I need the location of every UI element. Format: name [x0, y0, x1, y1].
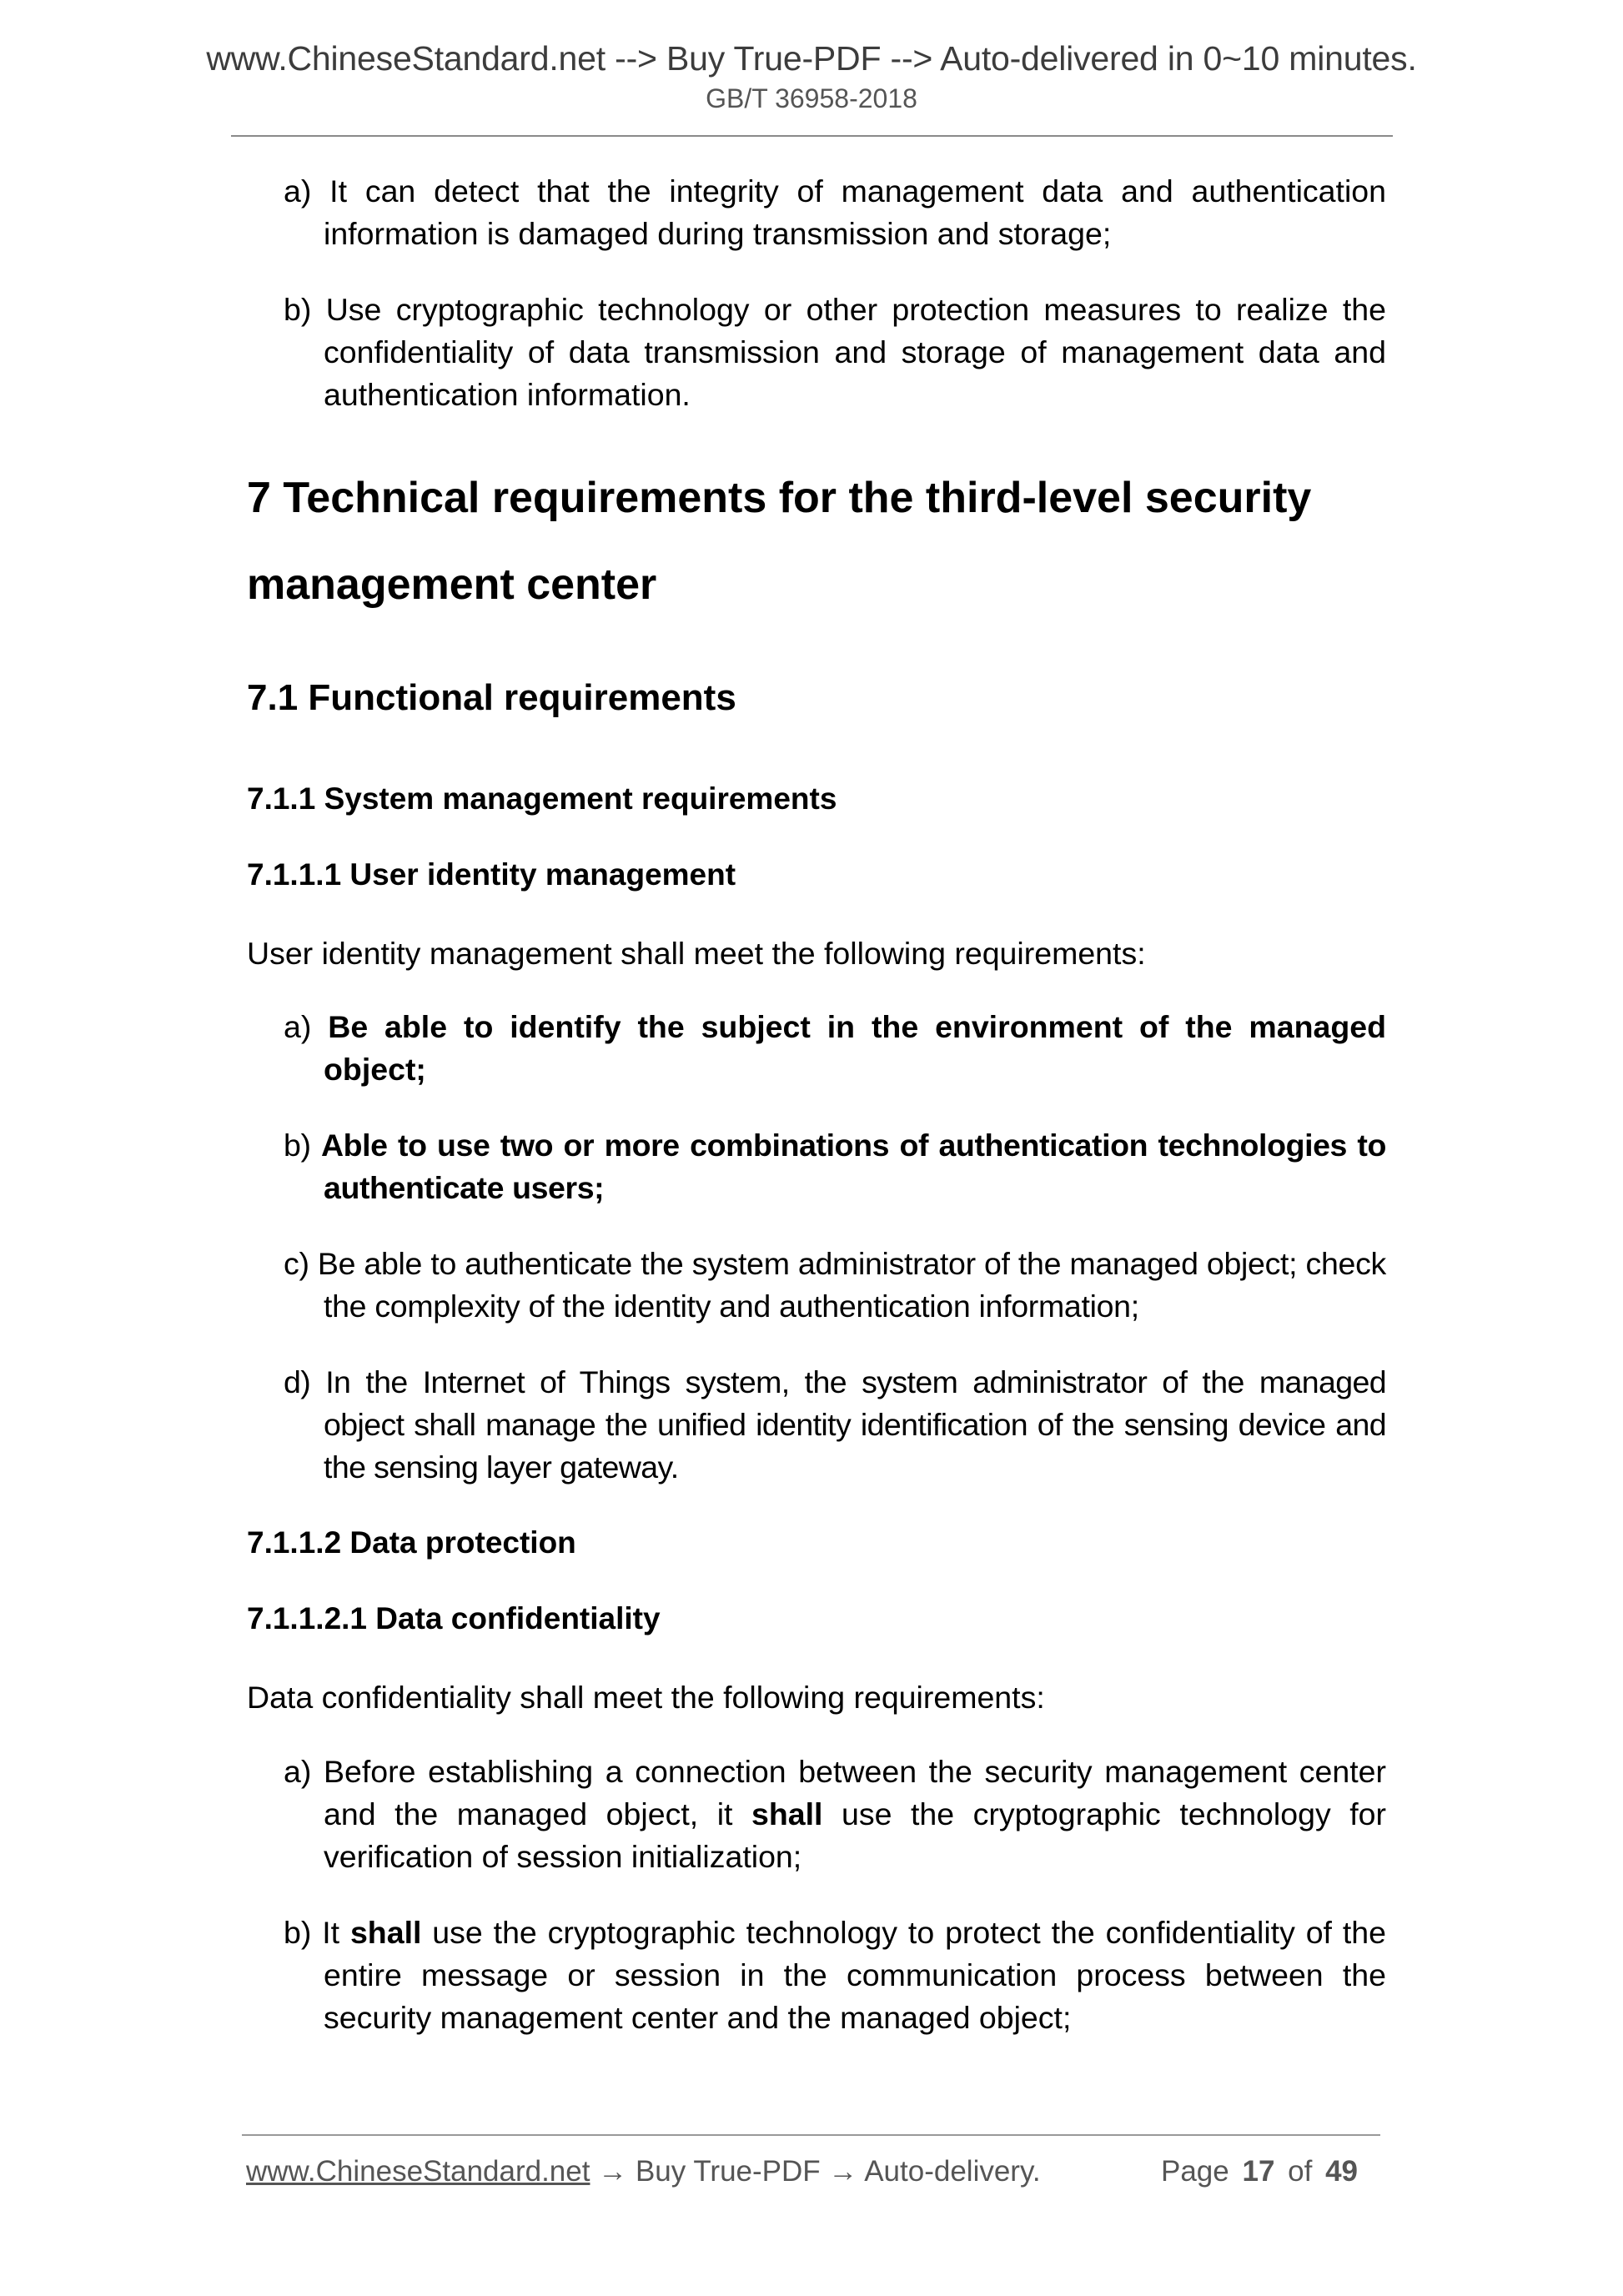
section-heading-7-1-1-1: 7.1.1.1 User identity management	[247, 857, 736, 892]
footer-divider	[242, 2134, 1380, 2136]
list-item-label: a)	[284, 1754, 312, 1789]
arrow-right-icon: →	[598, 2155, 628, 2188]
list-item-text: It	[322, 1915, 350, 1950]
list-item-label: a)	[284, 1009, 312, 1044]
list-item	[284, 1124, 1386, 1209]
section-heading-7-1-1-2: 7.1.1.2 Data protection	[247, 1525, 576, 1560]
section-heading-7	[247, 455, 1414, 628]
list-item-label: b)	[284, 292, 312, 327]
header-banner: www.ChineseStandard.net --> Buy True-PDF --> Auto-delivered in 0~10 minutes.	[206, 39, 1417, 78]
paragraph-intro: Data confidentiality shall meet the following requirements:	[247, 1680, 1045, 1715]
list-item	[284, 170, 1386, 255]
list-item-label: b)	[284, 1128, 311, 1163]
list-item	[284, 1751, 1386, 1878]
site-link[interactable]: www.ChineseStandard.net	[246, 2155, 590, 2188]
list-item-text: It can detect that the integrity of management data and authentication information is damaged during transmission and storage;	[324, 173, 1386, 251]
list-item-text: Be able to authenticate the system administrator of the managed object; check the complexity of the identity and authentication information;	[317, 1246, 1386, 1324]
list-item-label: d)	[284, 1364, 311, 1399]
list-item	[284, 1006, 1386, 1091]
page-total: 49	[1325, 2155, 1359, 2188]
footer-buy-text: Buy True-PDF	[635, 2155, 821, 2188]
list-item-text: Before establishing a connection between the security management center and the managed object, it	[323, 1754, 1387, 1831]
list-item-label: a)	[284, 173, 312, 208]
section-heading-line: 7 Technical requirements for the third-level security	[247, 474, 1312, 522]
list-item-text: In the Internet of Things system, the system administrator of the managed object shall manage the unified identity identification of the sensing device and the sensing layer gateway.	[324, 1364, 1386, 1485]
list-item-label: c)	[284, 1246, 309, 1281]
list-item-text: Able to use two or more combinations of authentication technologies to authenticate users;	[320, 1128, 1386, 1205]
footer-delivery-text: Auto-delivery.	[864, 2155, 1041, 2188]
list-item	[284, 1912, 1386, 2039]
footer-left	[246, 2155, 1041, 2188]
page-current: 17	[1242, 2155, 1275, 2188]
list-item-text: Use cryptographic technology or other protection measures to realize the confidentiality of data transmission and storage of management data and authentication information.	[324, 292, 1386, 412]
page-label: Page	[1161, 2155, 1229, 2188]
header-divider	[231, 135, 1393, 137]
list-item	[284, 289, 1386, 416]
section-heading-7-1-1: 7.1.1 System management requirements	[247, 781, 837, 816]
arrow-right-icon: →	[828, 2155, 858, 2188]
page-indicator	[1161, 2155, 1358, 2188]
emphasis-shall: shall	[751, 1796, 823, 1831]
list-item-text: use the cryptographic technology for verification of session initialization;	[324, 1796, 1386, 1874]
document-id: GB/T 36958-2018	[706, 83, 917, 113]
list-item	[284, 1361, 1386, 1489]
list-item-text: use the cryptographic technology to protect the confidentiality of the entire message or session in the communication process between the security management center and the managed object;	[324, 1915, 1386, 2035]
paragraph-intro: User identity management shall meet the following requirements:	[247, 936, 1146, 971]
section-heading-7-1-1-2-1: 7.1.1.2.1 Data confidentiality	[247, 1601, 661, 1635]
list-item-text: Be able to identify the subject in the environment of the managed object;	[324, 1009, 1387, 1087]
section-heading-line: management center	[247, 560, 657, 609]
section-heading-7-1: 7.1 Functional requirements	[247, 677, 736, 718]
list-item-label: b)	[284, 1915, 312, 1950]
emphasis-shall: shall	[349, 1915, 422, 1950]
of-label: of	[1288, 2155, 1313, 2188]
list-item	[284, 1243, 1386, 1328]
